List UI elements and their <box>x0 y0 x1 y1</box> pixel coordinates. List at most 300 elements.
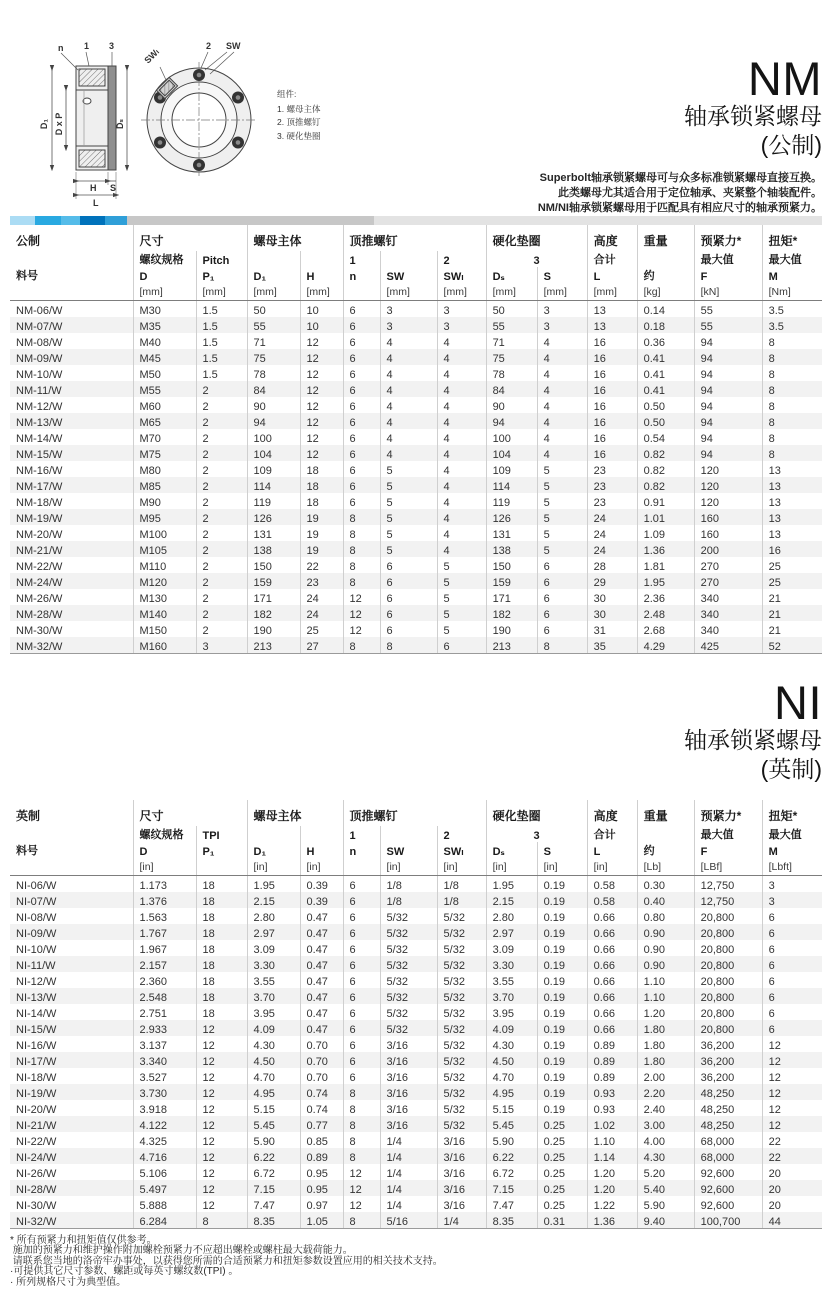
table-cell: 16 <box>587 397 637 413</box>
table-cell: 5.20 <box>637 1164 694 1180</box>
table-cell: 23 <box>587 493 637 509</box>
table-cell: 340 <box>694 589 762 605</box>
header-cell <box>380 826 437 842</box>
table-cell: 3/16 <box>437 1132 486 1148</box>
table-cell: 12 <box>343 621 380 637</box>
table-cell: 6 <box>343 1052 380 1068</box>
table-cell: 4.50 <box>486 1052 537 1068</box>
table-cell: 90 <box>486 397 537 413</box>
part-number-cell: NI-19/W <box>16 1088 57 1100</box>
header-cell: [mm] <box>587 283 637 301</box>
table-cell: 2.20 <box>637 1084 694 1100</box>
metric-table-section <box>10 216 822 654</box>
header-cell: [mm] <box>300 283 343 301</box>
part-number-cell: NM-11/W <box>16 385 62 397</box>
table-cell: 5 <box>537 493 587 509</box>
table-cell: 0.30 <box>637 876 694 893</box>
header-cell: 约 <box>637 267 694 283</box>
label-n: n <box>58 43 64 53</box>
table-cell: 3.137 <box>133 1036 196 1052</box>
table-cell: 5/32 <box>437 1036 486 1052</box>
table-cell: 1/4 <box>380 1132 437 1148</box>
header-cell <box>300 251 343 267</box>
table-cell: 8 <box>762 413 822 429</box>
table-cell: M75 <box>133 445 196 461</box>
table-cell: 20,800 <box>694 956 762 972</box>
part-number-cell: NI-32/W <box>10 1212 133 1229</box>
header-cell: 合计 <box>587 826 637 842</box>
table-cell: 5.15 <box>486 1100 537 1116</box>
table-cell: 4 <box>437 333 486 349</box>
table-cell: 8 <box>762 429 822 445</box>
header-cell: 扭矩* <box>762 225 822 251</box>
table-cell: 5 <box>380 541 437 557</box>
table-cell: 1.36 <box>587 1212 637 1229</box>
header-cell: 最大值 <box>694 826 762 842</box>
table-cell: 71 <box>486 333 537 349</box>
table-cell: 1.5 <box>196 333 247 349</box>
table-cell: 20 <box>762 1196 822 1212</box>
table-cell: 4.95 <box>247 1084 300 1100</box>
table-cell: 3.55 <box>247 972 300 988</box>
table-cell: 120 <box>694 477 762 493</box>
table-cell: 6 <box>343 317 380 333</box>
table-cell: 3/16 <box>437 1148 486 1164</box>
table-cell: 2 <box>196 461 247 477</box>
table-cell: 12 <box>300 445 343 461</box>
table-cell: 5.40 <box>637 1180 694 1196</box>
table-cell: 6 <box>762 956 822 972</box>
part-number-cell: NI-08/W <box>16 912 57 924</box>
table-cell: 138 <box>486 541 537 557</box>
table-cell: 5.45 <box>486 1116 537 1132</box>
table-cell: 2.15 <box>486 892 537 908</box>
header-cell: SW <box>380 842 437 858</box>
table-cell: 18 <box>300 493 343 509</box>
table-cell: 1.22 <box>587 1196 637 1212</box>
table-cell: 0.70 <box>300 1068 343 1084</box>
header-row <box>10 267 822 283</box>
table-cell: 94 <box>247 413 300 429</box>
table-cell: 0.47 <box>300 908 343 924</box>
table-cell: 2 <box>196 493 247 509</box>
table-cell: 0.58 <box>587 876 637 893</box>
table-cell: 30 <box>587 589 637 605</box>
table-cell: 171 <box>247 589 300 605</box>
header-cell: 硬化垫圈 <box>486 225 587 251</box>
table-cell: 24 <box>300 589 343 605</box>
table-cell: 12 <box>343 1180 380 1196</box>
table-cell: 120 <box>694 461 762 477</box>
table-cell: 3.95 <box>247 1004 300 1020</box>
table-cell: 25 <box>762 557 822 573</box>
table-cell: 5 <box>380 461 437 477</box>
table-cell: 0.47 <box>300 1020 343 1036</box>
table-cell: 16 <box>587 413 637 429</box>
header-cell: [Lb] <box>637 858 694 876</box>
table-cell: 6 <box>343 365 380 381</box>
table-cell: 20,800 <box>694 924 762 940</box>
table-cell: 78 <box>486 365 537 381</box>
table-cell: 13 <box>762 509 822 525</box>
part-number-cell: NM-20/W <box>16 529 63 541</box>
header-cell: D₁ <box>247 267 300 283</box>
table-cell: 4 <box>437 525 486 541</box>
table-cell: 48,250 <box>694 1100 762 1116</box>
table-cell: 104 <box>486 445 537 461</box>
table-cell: M35 <box>133 317 196 333</box>
table-cell: 4.70 <box>486 1068 537 1084</box>
table-cell: 6 <box>343 413 380 429</box>
table-row <box>10 1020 822 1036</box>
table-cell: 2.548 <box>133 988 196 1004</box>
table-cell: 6.284 <box>133 1212 196 1229</box>
table-cell: 1.80 <box>637 1036 694 1052</box>
part-number-cell: NI-12/W <box>16 976 57 988</box>
table-cell: 71 <box>247 333 300 349</box>
table-cell: 6 <box>343 1020 380 1036</box>
table-cell: 8 <box>762 365 822 381</box>
table-cell: 13 <box>762 461 822 477</box>
table-cell: 48,250 <box>694 1116 762 1132</box>
table-cell: 1.80 <box>637 1020 694 1036</box>
table-row <box>10 1100 822 1116</box>
header-cell: 2 <box>437 251 486 267</box>
table-cell: 6 <box>537 605 587 621</box>
table-cell: 2.15 <box>247 892 300 908</box>
table-cell: 8 <box>343 1100 380 1116</box>
label-h: H <box>90 183 97 193</box>
table-cell: 0.74 <box>300 1100 343 1116</box>
table-cell: 55 <box>694 317 762 333</box>
label-3: 3 <box>109 41 115 51</box>
header-cell: H <box>300 267 343 283</box>
table-cell: 6 <box>343 892 380 908</box>
table-cell: 94 <box>694 429 762 445</box>
table-cell: 0.36 <box>637 333 694 349</box>
table-cell: 4.30 <box>486 1036 537 1052</box>
table-cell: 92,600 <box>694 1196 762 1212</box>
part-number-cell: NI-18/W <box>16 1072 57 1084</box>
table-row <box>10 876 822 893</box>
table-row <box>10 573 822 589</box>
table-cell: 16 <box>762 541 822 557</box>
table-cell: 6 <box>343 445 380 461</box>
table-cell: 75 <box>247 349 300 365</box>
table-cell: 12 <box>196 1196 247 1212</box>
part-number-cell: NM-30/W <box>16 625 63 637</box>
table-cell: 5.90 <box>637 1196 694 1212</box>
table-cell: 22 <box>762 1132 822 1148</box>
part-number-cell: NM-13/W <box>16 417 63 429</box>
table-cell: 3.00 <box>637 1116 694 1132</box>
table-cell: 8.35 <box>486 1212 537 1229</box>
table-cell: 2 <box>196 525 247 541</box>
table-cell: 3/16 <box>437 1164 486 1180</box>
nm-description-line: NM/NI轴承锁紧螺母用于匹配具有相应尺寸的轴承预紧力。 <box>537 202 822 214</box>
table-cell: 31 <box>587 621 637 637</box>
label-swl: SWₗ <box>142 46 162 66</box>
table-cell: 4 <box>437 493 486 509</box>
table-cell: 2.68 <box>637 621 694 637</box>
table-cell: 4 <box>537 429 587 445</box>
table-row <box>10 461 822 477</box>
header-cell: 1 <box>343 826 380 842</box>
table-cell: 4.70 <box>247 1068 300 1084</box>
table-cell: 52 <box>762 637 822 654</box>
nm-title-block <box>402 52 822 216</box>
header-cell: L <box>587 267 637 283</box>
header-cell: 最大值 <box>694 251 762 267</box>
table-cell: 2 <box>196 605 247 621</box>
table-cell: 2.360 <box>133 972 196 988</box>
table-cell: 12 <box>300 397 343 413</box>
part-number-cell: NI-20/W <box>16 1104 57 1116</box>
header-cell: 料号 <box>16 270 38 282</box>
table-cell: 1/8 <box>380 876 437 893</box>
table-cell: 6 <box>537 589 587 605</box>
table-cell: 8 <box>762 349 822 365</box>
part-number-cell: NM-21/W <box>16 545 63 557</box>
table-cell: 1/4 <box>380 1164 437 1180</box>
table-cell: 0.93 <box>587 1100 637 1116</box>
ni-title-block <box>402 676 822 784</box>
table-cell: 18 <box>196 924 247 940</box>
table-cell: 0.89 <box>587 1036 637 1052</box>
table-cell: 2.751 <box>133 1004 196 1020</box>
header-cell: 料号 <box>16 845 38 857</box>
table-cell: 3.30 <box>247 956 300 972</box>
table-cell: 0.97 <box>300 1196 343 1212</box>
table-cell: 16 <box>587 429 637 445</box>
table-cell: 131 <box>247 525 300 541</box>
table-cell: 1.767 <box>133 924 196 940</box>
header-cell: 最大值 <box>762 251 822 267</box>
table-row <box>10 924 822 940</box>
table-cell: 0.89 <box>587 1068 637 1084</box>
table-cell: 12 <box>762 1116 822 1132</box>
table-cell: 0.19 <box>537 1084 587 1100</box>
table-cell: 6 <box>343 1036 380 1052</box>
header-cell <box>300 826 343 842</box>
table-row <box>10 1148 822 1164</box>
table-row <box>10 621 822 637</box>
table-cell: 94 <box>694 445 762 461</box>
nm-description <box>402 171 822 216</box>
table-cell: 0.18 <box>637 317 694 333</box>
table-cell: 0.66 <box>587 924 637 940</box>
table-cell: 3 <box>762 876 822 893</box>
table-cell: 5/32 <box>380 908 437 924</box>
table-cell: 3.918 <box>133 1100 196 1116</box>
table-cell: 8 <box>343 637 380 654</box>
table-cell: 13 <box>762 525 822 541</box>
table-cell: 0.19 <box>537 988 587 1004</box>
table-cell: 5/32 <box>380 956 437 972</box>
header-cell: 重量 <box>637 225 694 251</box>
header-cell: [Nm] <box>762 283 822 301</box>
table-cell: 131 <box>486 525 537 541</box>
table-cell: 6 <box>762 988 822 1004</box>
table-cell: 18 <box>300 461 343 477</box>
table-cell: M40 <box>133 333 196 349</box>
header-cell: F <box>694 842 762 858</box>
header-cell <box>10 251 133 267</box>
part-number-cell: NI-14/W <box>16 1008 57 1020</box>
table-cell: 0.19 <box>537 924 587 940</box>
table-cell: 5.90 <box>486 1132 537 1148</box>
table-cell: 4.95 <box>486 1084 537 1100</box>
table-cell: 0.66 <box>587 972 637 988</box>
header-cell: 顶推螺钉 <box>343 800 486 826</box>
table-cell: 0.82 <box>637 445 694 461</box>
table-cell: 20,800 <box>694 940 762 956</box>
table-cell: 55 <box>694 301 762 318</box>
table-cell: 0.39 <box>300 892 343 908</box>
table-cell: 6 <box>343 301 380 318</box>
table-cell: 0.19 <box>537 908 587 924</box>
table-cell: 425 <box>694 637 762 654</box>
header-cell: 扭矩* <box>762 800 822 826</box>
table-cell: 16 <box>587 445 637 461</box>
header-cell: D <box>133 842 196 858</box>
part-number-cell: NI-09/W <box>16 928 57 940</box>
table-cell: 0.95 <box>300 1180 343 1196</box>
table-cell: 4.09 <box>486 1020 537 1036</box>
table-cell: 4 <box>537 413 587 429</box>
table-cell: 1.10 <box>637 972 694 988</box>
table-cell: 21 <box>762 605 822 621</box>
table-cell: 5/16 <box>380 1212 437 1229</box>
table-cell: 8 <box>343 1148 380 1164</box>
table-cell: M70 <box>133 429 196 445</box>
table-cell: M110 <box>133 557 196 573</box>
table-cell: 200 <box>694 541 762 557</box>
table-cell: 12 <box>343 1196 380 1212</box>
header-cell: 预紧力* <box>694 800 762 826</box>
table-cell: 2 <box>196 445 247 461</box>
part-number-cell: NM-15/W <box>16 449 63 461</box>
table-cell: 2 <box>196 509 247 525</box>
header-cell: Pitch <box>196 251 247 267</box>
table-cell: 0.41 <box>637 365 694 381</box>
table-cell: 0.47 <box>300 940 343 956</box>
header-cell: 尺寸 <box>133 225 247 251</box>
table-cell: 6.22 <box>247 1148 300 1164</box>
table-cell: 3/16 <box>380 1068 437 1084</box>
table-cell: 0.90 <box>637 956 694 972</box>
table-cell: 8 <box>762 381 822 397</box>
table-cell: 7.47 <box>247 1196 300 1212</box>
table-cell: 4 <box>380 413 437 429</box>
table-cell: 12 <box>196 1148 247 1164</box>
table-cell: M130 <box>133 589 196 605</box>
table-cell: 68,000 <box>694 1132 762 1148</box>
table-row <box>10 509 822 525</box>
table-cell: 0.19 <box>537 972 587 988</box>
header-row <box>10 225 822 251</box>
table-cell: 18 <box>196 940 247 956</box>
table-cell: 94 <box>694 365 762 381</box>
table-cell: 18 <box>300 477 343 493</box>
header-cell: [Lbft] <box>762 858 822 876</box>
table-row <box>10 908 822 924</box>
technical-drawing <box>14 34 274 212</box>
table-cell: 8 <box>196 1212 247 1229</box>
table-cell: 6 <box>343 477 380 493</box>
part-number-cell: NI-10/W <box>16 944 57 956</box>
table-cell: 2.00 <box>637 1068 694 1084</box>
table-cell: 5 <box>537 477 587 493</box>
table-row <box>10 1180 822 1196</box>
table-cell: 7.15 <box>486 1180 537 1196</box>
table-cell: 12 <box>300 413 343 429</box>
table-cell: 3.527 <box>133 1068 196 1084</box>
table-cell: 4 <box>380 445 437 461</box>
table-cell: 44 <box>762 1212 822 1229</box>
table-cell: 94 <box>694 333 762 349</box>
table-cell: 4 <box>537 445 587 461</box>
table-cell: 12 <box>300 429 343 445</box>
table-cell: 94 <box>694 381 762 397</box>
table-cell: 0.19 <box>537 1068 587 1084</box>
table-cell: 0.66 <box>587 1004 637 1020</box>
table-cell: 0.19 <box>537 892 587 908</box>
table-cell: 0.70 <box>300 1052 343 1068</box>
table-cell: 4 <box>537 397 587 413</box>
table-cell: 8 <box>380 637 437 654</box>
table-cell: 0.93 <box>587 1084 637 1100</box>
table-cell: 19 <box>300 525 343 541</box>
table-cell: 4.30 <box>247 1036 300 1052</box>
table-cell: 9.40 <box>637 1212 694 1229</box>
header-cell <box>10 283 133 301</box>
table-cell: 3/16 <box>437 1196 486 1212</box>
nm-subtitle: 轴承锁紧螺母 <box>684 103 822 129</box>
table-cell: 5/32 <box>437 988 486 1004</box>
table-cell: 8 <box>343 573 380 589</box>
table-cell: 18 <box>196 988 247 1004</box>
table-cell: 6 <box>343 956 380 972</box>
header-cell: [in] <box>247 858 300 876</box>
table-cell: 12 <box>762 1052 822 1068</box>
table-cell: M80 <box>133 461 196 477</box>
table-row <box>10 333 822 349</box>
table-cell: 68,000 <box>694 1148 762 1164</box>
table-cell: 12 <box>762 1084 822 1100</box>
table-cell: 7.15 <box>247 1180 300 1196</box>
table-cell: M105 <box>133 541 196 557</box>
table-cell: 7.47 <box>486 1196 537 1212</box>
table-cell: 94 <box>694 397 762 413</box>
table-cell: 6 <box>343 461 380 477</box>
header-cell: M <box>762 267 822 283</box>
table-cell: 20,800 <box>694 1004 762 1020</box>
table-cell: 1.09 <box>637 525 694 541</box>
legend-item: 2. 顶推螺钉 <box>277 117 321 127</box>
header-cell: SWₗ <box>437 842 486 858</box>
header-cell: 1 <box>343 251 380 267</box>
table-cell: 1.10 <box>637 988 694 1004</box>
table-cell: 1.967 <box>133 940 196 956</box>
part-number-cell: NM-18/W <box>16 497 63 509</box>
table-cell: 6 <box>762 940 822 956</box>
table-cell: 2 <box>196 397 247 413</box>
header-cell: F <box>694 267 762 283</box>
table-cell: 2 <box>196 557 247 573</box>
part-number-cell: NM-26/W <box>16 593 63 605</box>
table-cell: 0.19 <box>537 956 587 972</box>
